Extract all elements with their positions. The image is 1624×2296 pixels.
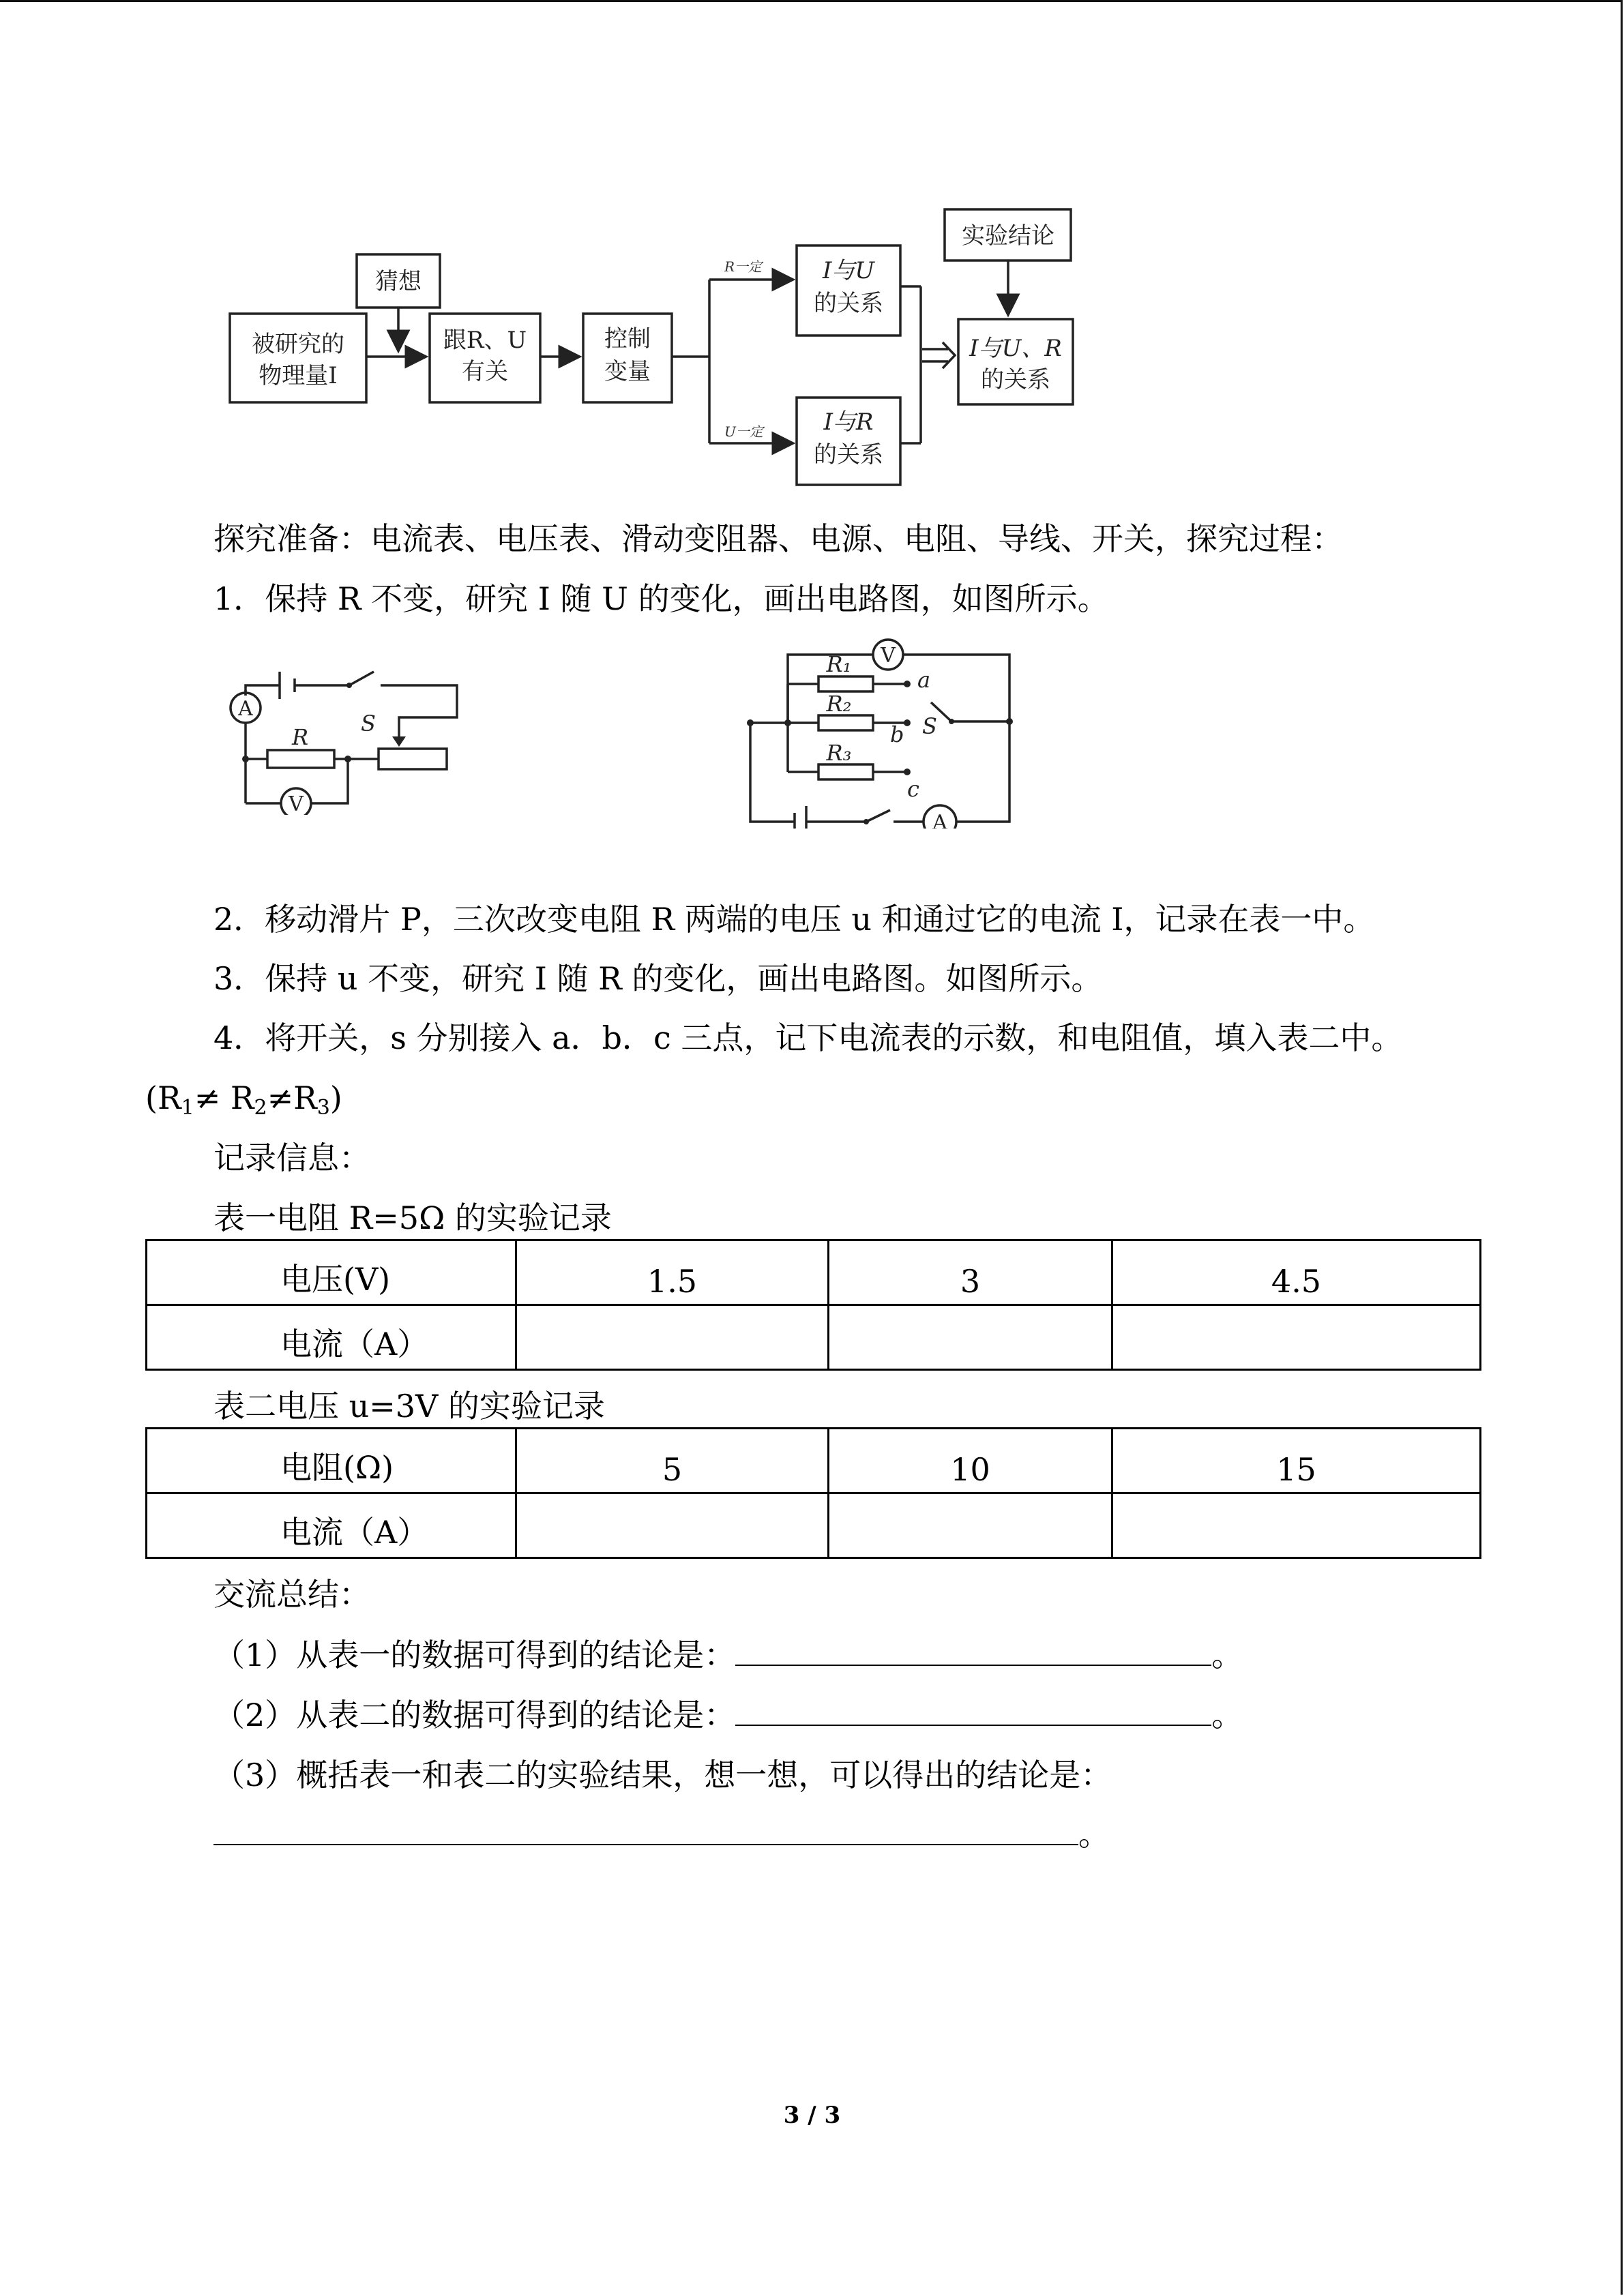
table-cell xyxy=(1112,1493,1481,1558)
table-cell: 10 xyxy=(829,1429,1112,1493)
svg-text:V: V xyxy=(289,792,304,815)
svg-text:R₂: R₂ xyxy=(826,691,852,717)
label-u-const: U一定 xyxy=(724,423,763,440)
label-i-ur-2: 的关系 xyxy=(981,366,1050,393)
svg-text:A: A xyxy=(932,811,947,829)
label-related-1: 跟R、U xyxy=(443,327,527,354)
question-3: （3）概括表一和表二的实验结果，想一想，可以得出的结论是： xyxy=(213,1757,1112,1793)
svg-text:R₃: R₃ xyxy=(826,740,852,766)
table-cell xyxy=(1112,1305,1481,1370)
summary-heading: 交流总结： xyxy=(213,1576,370,1613)
label-control-1: 控制 xyxy=(604,325,651,353)
table1-caption: 表一电阻 R=5Ω 的实验记录 xyxy=(213,1199,612,1236)
svg-text:b: b xyxy=(890,721,904,747)
table-cell: 5 xyxy=(516,1429,829,1493)
step-2: 2．移动滑片 P，三次改变电阻 R 两端的电压 u 和通过它的电流 I，记录在表一中。 xyxy=(213,901,1375,938)
table-2 xyxy=(145,1427,1481,1559)
question-2: （2）从表二的数据可得到的结论是： 。 xyxy=(213,1697,1243,1733)
table-cell: 电流（A） xyxy=(147,1305,516,1370)
table-cell xyxy=(516,1493,829,1558)
prep-text: 探究准备：电流表、电压表、滑动变阻器、电源、电阻、导线、开关，探究过程： xyxy=(213,520,1343,557)
svg-text:A: A xyxy=(238,697,253,721)
label-i-r-2: 的关系 xyxy=(814,441,883,468)
flowchart xyxy=(218,194,1119,494)
record-heading: 记录信息： xyxy=(213,1139,370,1176)
label-studied-1: 被研究的 xyxy=(252,331,344,358)
label-studied-2: 物理量I xyxy=(259,362,338,389)
answer-blank-3[interactable] xyxy=(213,1817,1078,1845)
svg-text:R: R xyxy=(291,724,309,750)
label-i-r-1: I与R xyxy=(823,408,874,436)
label-related-2: 有关 xyxy=(462,358,508,385)
label-guess: 猜想 xyxy=(375,268,422,295)
step-1: 1．保持 R 不变，研究 I 随 U 的变化，画出电路图，如图所示。 xyxy=(213,580,1109,617)
svg-text:S: S xyxy=(361,711,376,736)
table-cell: 电流（A） xyxy=(147,1493,516,1558)
label-r-const: R一定 xyxy=(724,258,763,275)
svg-text:a: a xyxy=(917,667,931,693)
svg-text:R₁: R₁ xyxy=(826,651,852,677)
step-3: 3．保持 u 不变，研究 I 随 R 的变化，画出电路图。如图所示。 xyxy=(213,960,1103,997)
question-3-answer: 。 xyxy=(213,1814,1110,1855)
svg-text:V: V xyxy=(881,644,896,668)
svg-text:c: c xyxy=(907,776,919,802)
label-i-ur-1: I与U、R xyxy=(969,335,1062,362)
table-cell: 电压(V) xyxy=(147,1240,516,1305)
table-cell xyxy=(829,1493,1112,1558)
table-row xyxy=(147,1240,1481,1305)
label-i-u-2: 的关系 xyxy=(814,290,883,317)
table-row xyxy=(147,1429,1481,1493)
table-row xyxy=(147,1305,1481,1370)
table-cell: 电阻(Ω) xyxy=(147,1429,516,1493)
table-cell: 15 xyxy=(1112,1429,1481,1493)
table-cell xyxy=(516,1305,829,1370)
label-conclusion: 实验结论 xyxy=(962,222,1054,250)
circuit-diagram-1 xyxy=(218,631,464,815)
step-4: 4．将开关，s 分别接入 a．b．c 三点，记下电流表的示数，和电阻值，填入表二中。 xyxy=(213,1019,1403,1056)
question-1: （1）从表一的数据可得到的结论是： 。 xyxy=(213,1637,1243,1673)
table-cell: 3 xyxy=(829,1240,1112,1305)
page-number: 3 / 3 xyxy=(783,2102,841,2129)
svg-text:S: S xyxy=(922,713,937,739)
table2-caption: 表二电压 u=3V 的实验记录 xyxy=(213,1388,605,1425)
answer-blank-2[interactable] xyxy=(735,1697,1211,1726)
label-control-2: 变量 xyxy=(604,358,651,385)
table-cell: 1.5 xyxy=(516,1240,829,1305)
table-cell: 4.5 xyxy=(1112,1240,1481,1305)
resistor-inequality: $(R_1\ne R_2\ne R_3)$ xyxy=(145,1079,342,1120)
circuit-diagram-2 xyxy=(740,631,1033,829)
label-i-u-1: I与U xyxy=(822,257,875,284)
answer-blank-1[interactable] xyxy=(735,1637,1211,1666)
table-cell xyxy=(829,1305,1112,1370)
table-row xyxy=(147,1493,1481,1558)
table-1 xyxy=(145,1239,1481,1371)
